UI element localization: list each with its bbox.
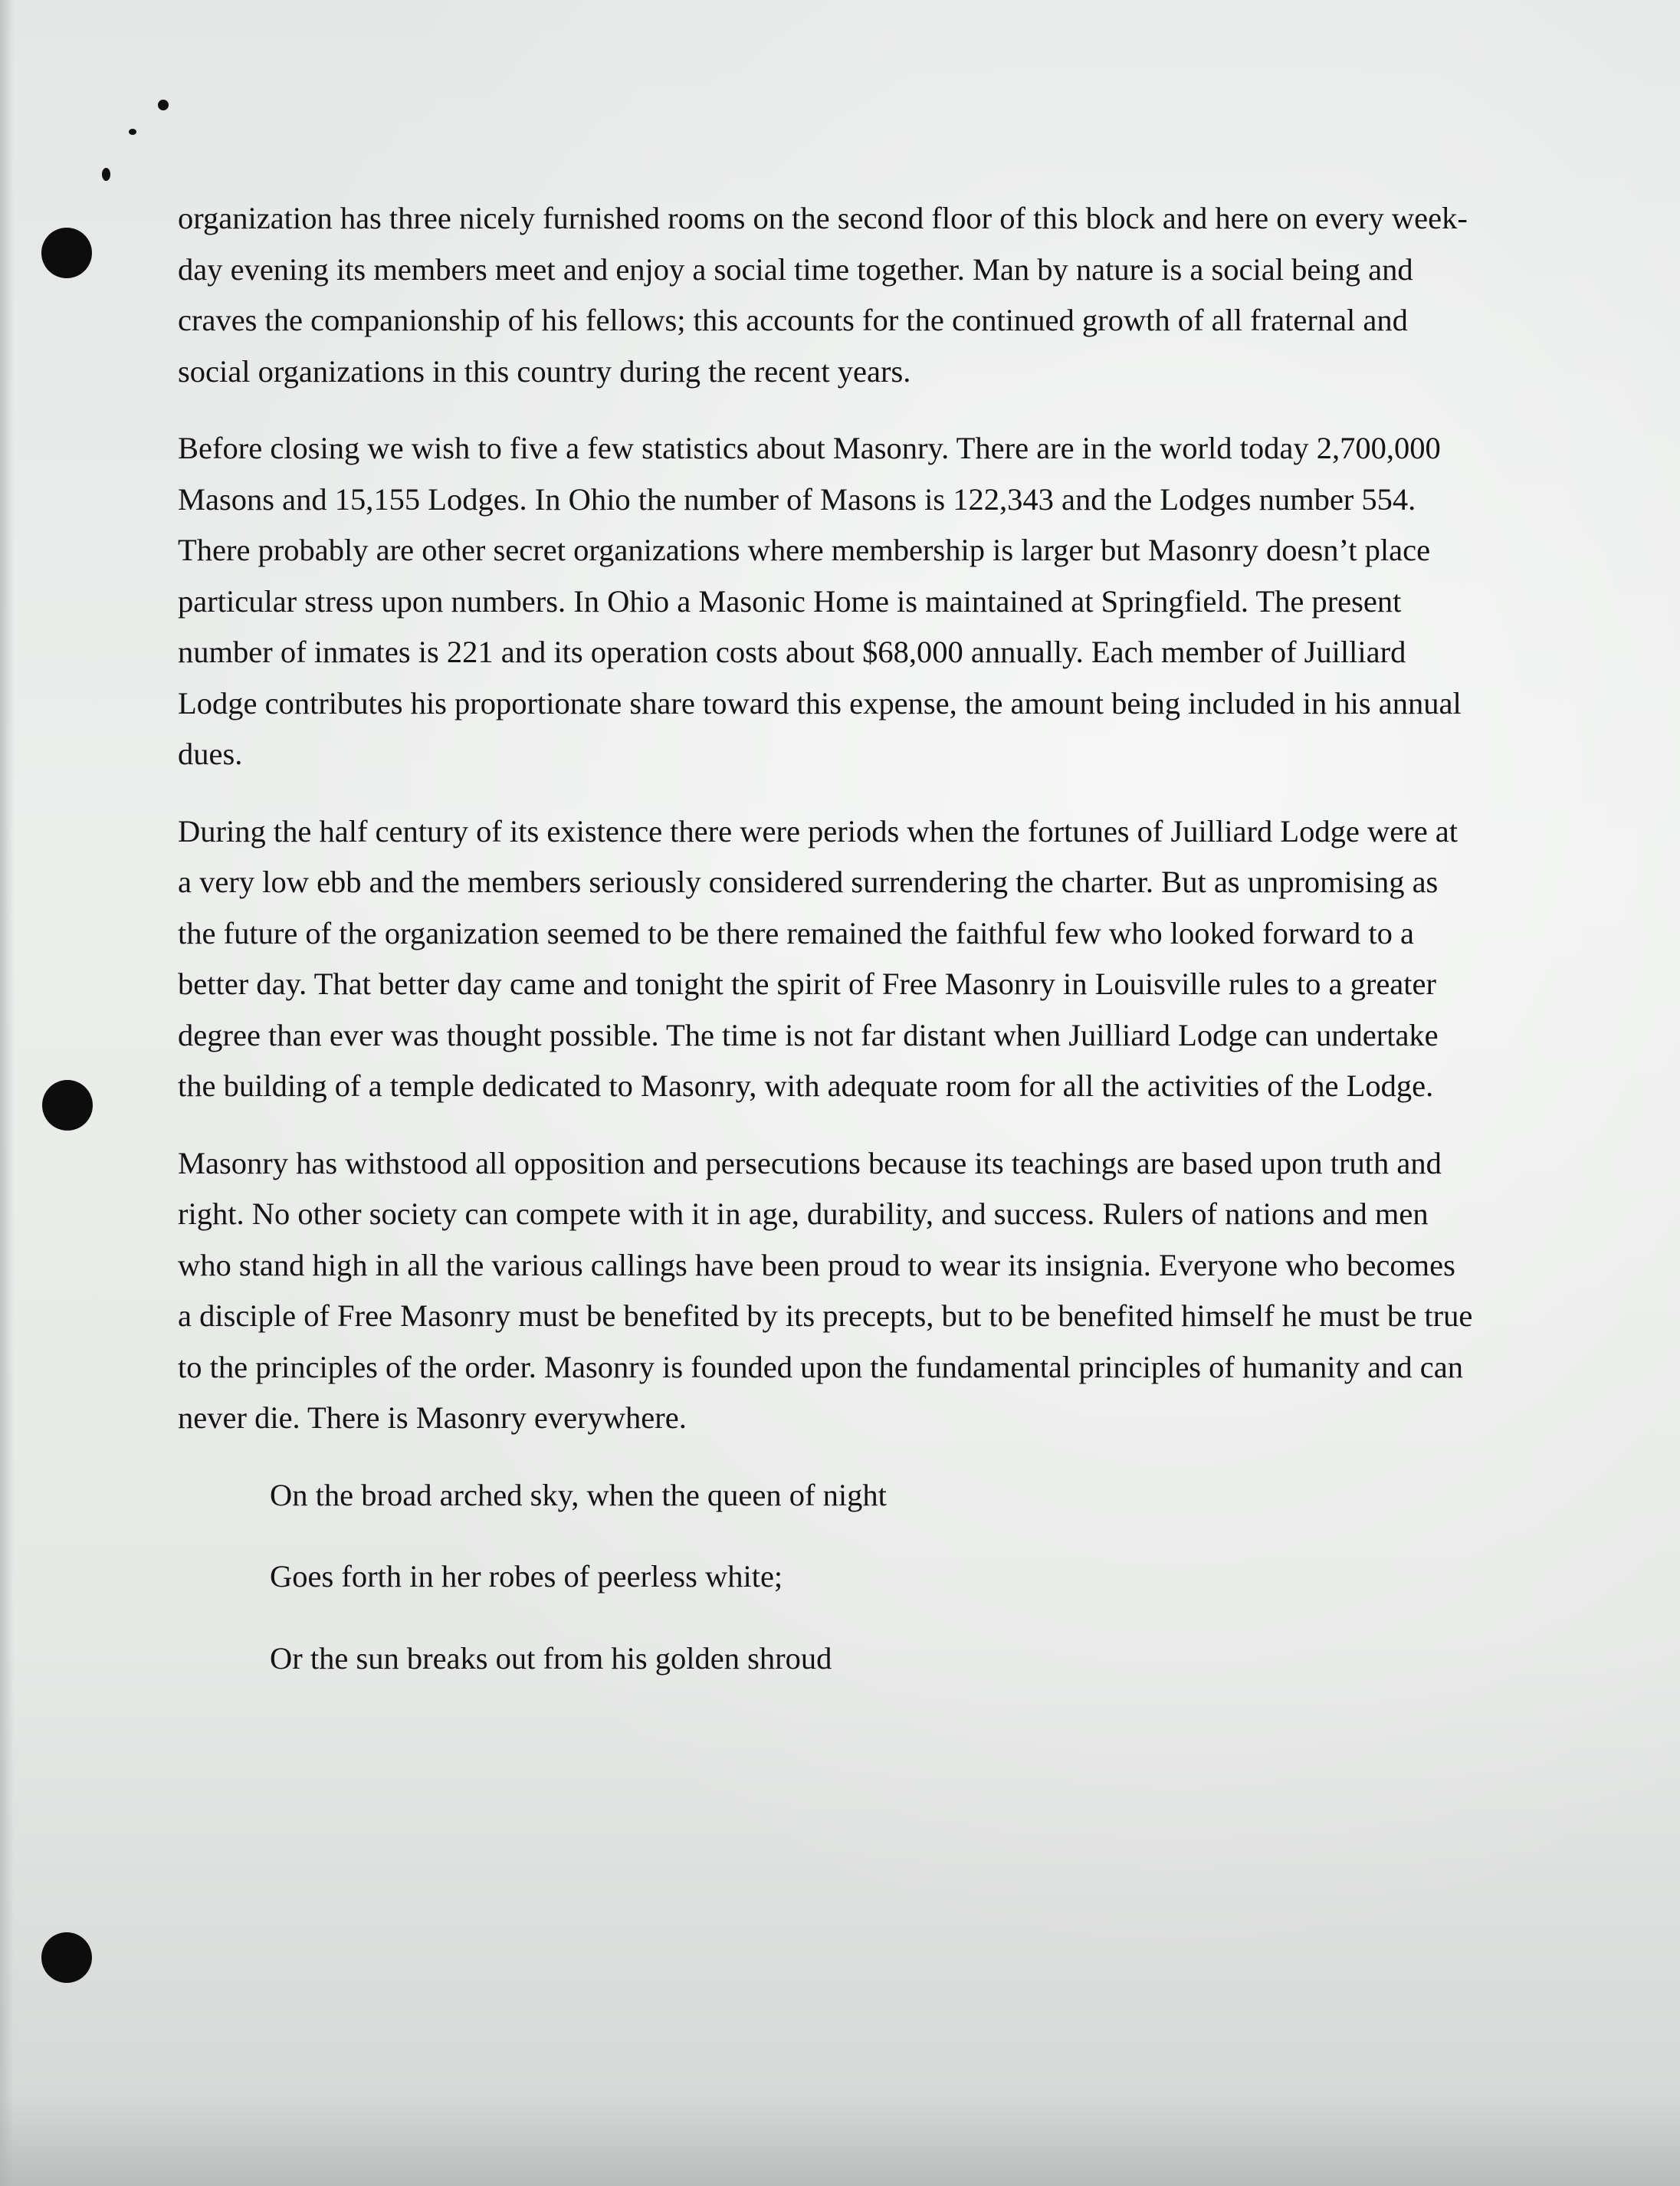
punch-hole-middle (42, 1080, 93, 1131)
page-bottom-shadow (0, 2094, 1680, 2186)
verse-block (270, 1470, 1473, 1685)
document-body (178, 193, 1473, 1715)
paragraph: Before closing we wish to five a few statistics about Masonry. There are in the world today 2,700,000 Masons and 15,155 Lodges. In Ohio the number of Masons is 122,343 and the Lodges number 554. There probably are other secret organizations where membership is larger but Masonry doesn’t place particular stress upon numbers. In Ohio a Masonic Home is maintained at Springfield. The present number of inmates is 221 and its operation costs about $68,000 annually. Each member of Juilliard Lodge contributes his proportionate share toward this expense, the amount being included in his annual dues. (178, 431, 1462, 771)
ink-speck (102, 168, 110, 181)
punch-hole-bottom (41, 1932, 92, 1983)
paragraph: organization has three nicely furnished rooms on the second floor of this block and here on every week-day evening its members meet and enjoy a social time together. Man by nature is a social being and craves the companionship of his fellows; this accounts for the continued growth of all fraternal and social organizations in this country during the recent years. (178, 201, 1468, 389)
punch-hole-top (41, 228, 92, 278)
paragraph: During the half century of its existence there were periods when the fortunes of Juilliard Lodge were at a very low ebb and the members seriously considered surrendering the charter. But as unpromising as the future of the organization seemed to be there remained the faithful few who looked forward to a better day. That better day came and tonight the spirit of Free Masonry in Louisville rules to a greater degree than ever was thought possible. The time is not far distant when Juilliard Lodge can undertake the building of a temple dedicated to Masonry, with adequate room for all the activities of the Lodge. (178, 813, 1459, 1103)
ink-speck (158, 100, 169, 110)
paragraph: Masonry has withstood all opposition and persecutions because its teachings are based upon truth and right. No other society can compete with it in age, durability, and success. Rulers of nations and men who stand high in all the various callings have been proud to wear its insignia. Everyone who becomes a disciple of Free Masonry must be benefited by its precepts, but to be benefited himself he must be true to the principles of the order. Masonry is founded upon the fundamental principles of humanity and can never die. There is Masonry everywhere. (178, 1145, 1473, 1435)
verse-line: Goes forth in her robes of peerless white; (270, 1559, 783, 1594)
verse-line: On the broad arched sky, when the queen of night (270, 1477, 887, 1512)
page-edge-shadow (0, 0, 14, 2186)
ink-speck (129, 129, 136, 135)
verse-line: Or the sun breaks out from his golden shroud (270, 1640, 832, 1676)
